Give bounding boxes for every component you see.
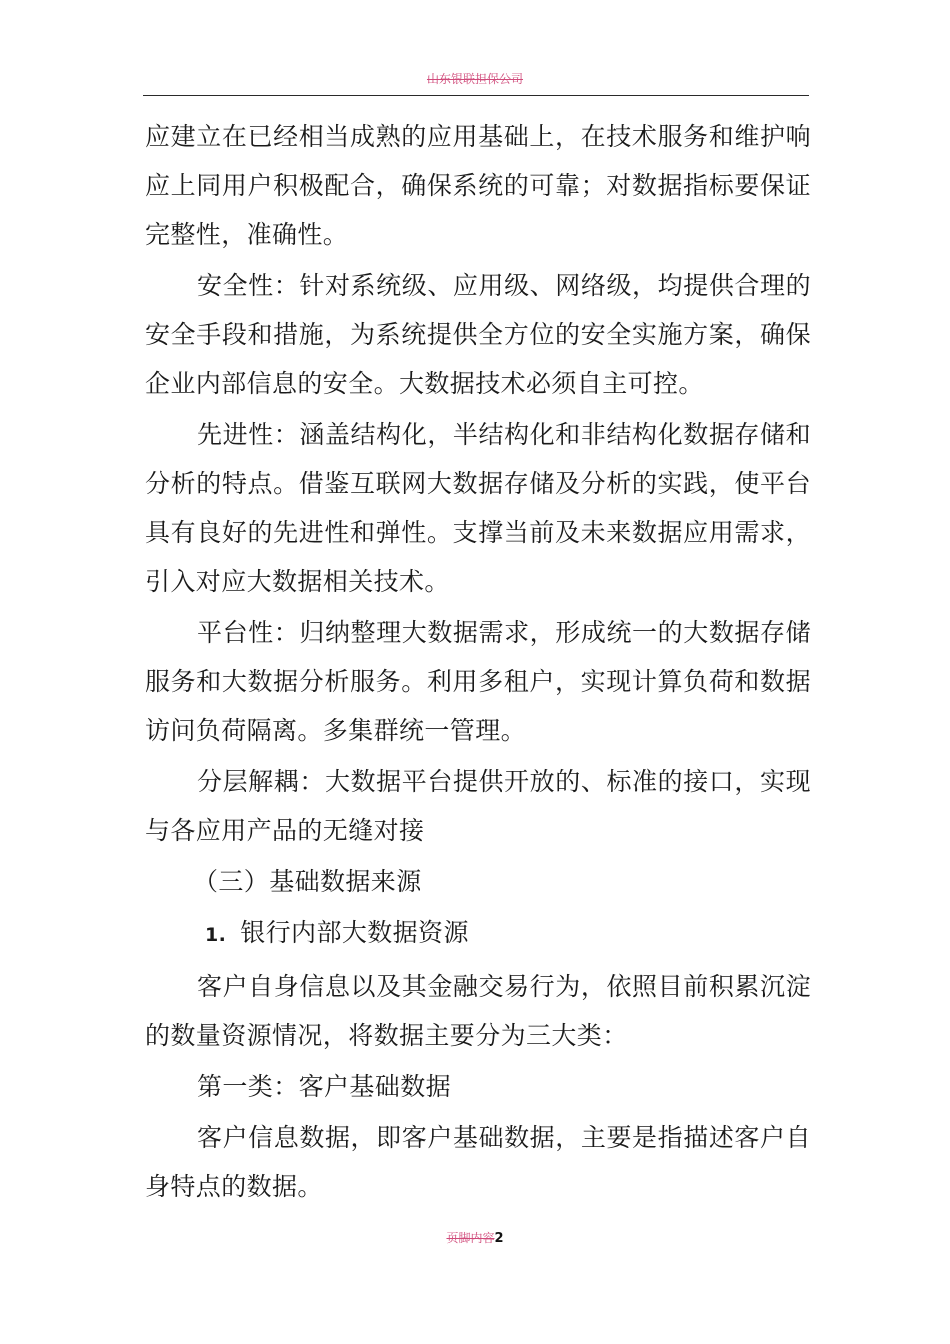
- numbered-heading-text: 银行内部大数据资源: [240, 918, 469, 947]
- paragraph-decoupling: 分层解耦：大数据平台提供开放的、标准的接口，实现与各应用产品的无缝对接: [145, 767, 811, 845]
- header-rule: [143, 95, 809, 96]
- paragraph-category-one: 第一类：客户基础数据: [197, 1072, 452, 1101]
- page-number: 2: [494, 1231, 504, 1246]
- paragraph-customer-basic-data: 客户信息数据，即客户基础数据，主要是指描述客户自身特点的数据。: [145, 1123, 811, 1201]
- list-number: 1.: [205, 924, 227, 946]
- section-heading: （三）基础数据来源: [193, 867, 422, 896]
- page-header: 山东银联担保公司: [426, 72, 523, 86]
- footer-text: 页脚内容: [446, 1231, 495, 1245]
- paragraph-advancement: 先进性：涵盖结构化，半结构化和非结构化数据存储和分析的特点。借鉴互联网大数据存储及分析的实践，使平台具有良好的先进性和弹性。支撑当前及未来数据应用需求，引入对应大数据相关技术。: [145, 420, 811, 596]
- paragraph-platform: 平台性：归纳整理大数据需求，形成统一的大数据存储服务和大数据分析服务。利用多租户，实现计算负荷和数据访问负荷隔离。多集群统一管理。: [145, 618, 811, 745]
- numbered-heading: [145, 908, 811, 960]
- page-footer: [0, 1229, 950, 1246]
- paragraph-security: 安全性：针对系统级、应用级、网络级，均提供合理的安全手段和措施，为系统提供全方位的安全实施方案，确保企业内部信息的安全。大数据技术必须自主可控。: [145, 271, 811, 398]
- document-body: [145, 112, 811, 1213]
- paragraph-continuation: 应建立在已经相当成熟的应用基础上，在技术服务和维护响应上同用户积极配合，确保系统的可靠；对数据指标要保证完整性，准确性。: [145, 122, 811, 249]
- paragraph-customer-info: 客户自身信息以及其金融交易行为，依照目前积累沉淀的数量资源情况，将数据主要分为三大类：: [145, 972, 811, 1050]
